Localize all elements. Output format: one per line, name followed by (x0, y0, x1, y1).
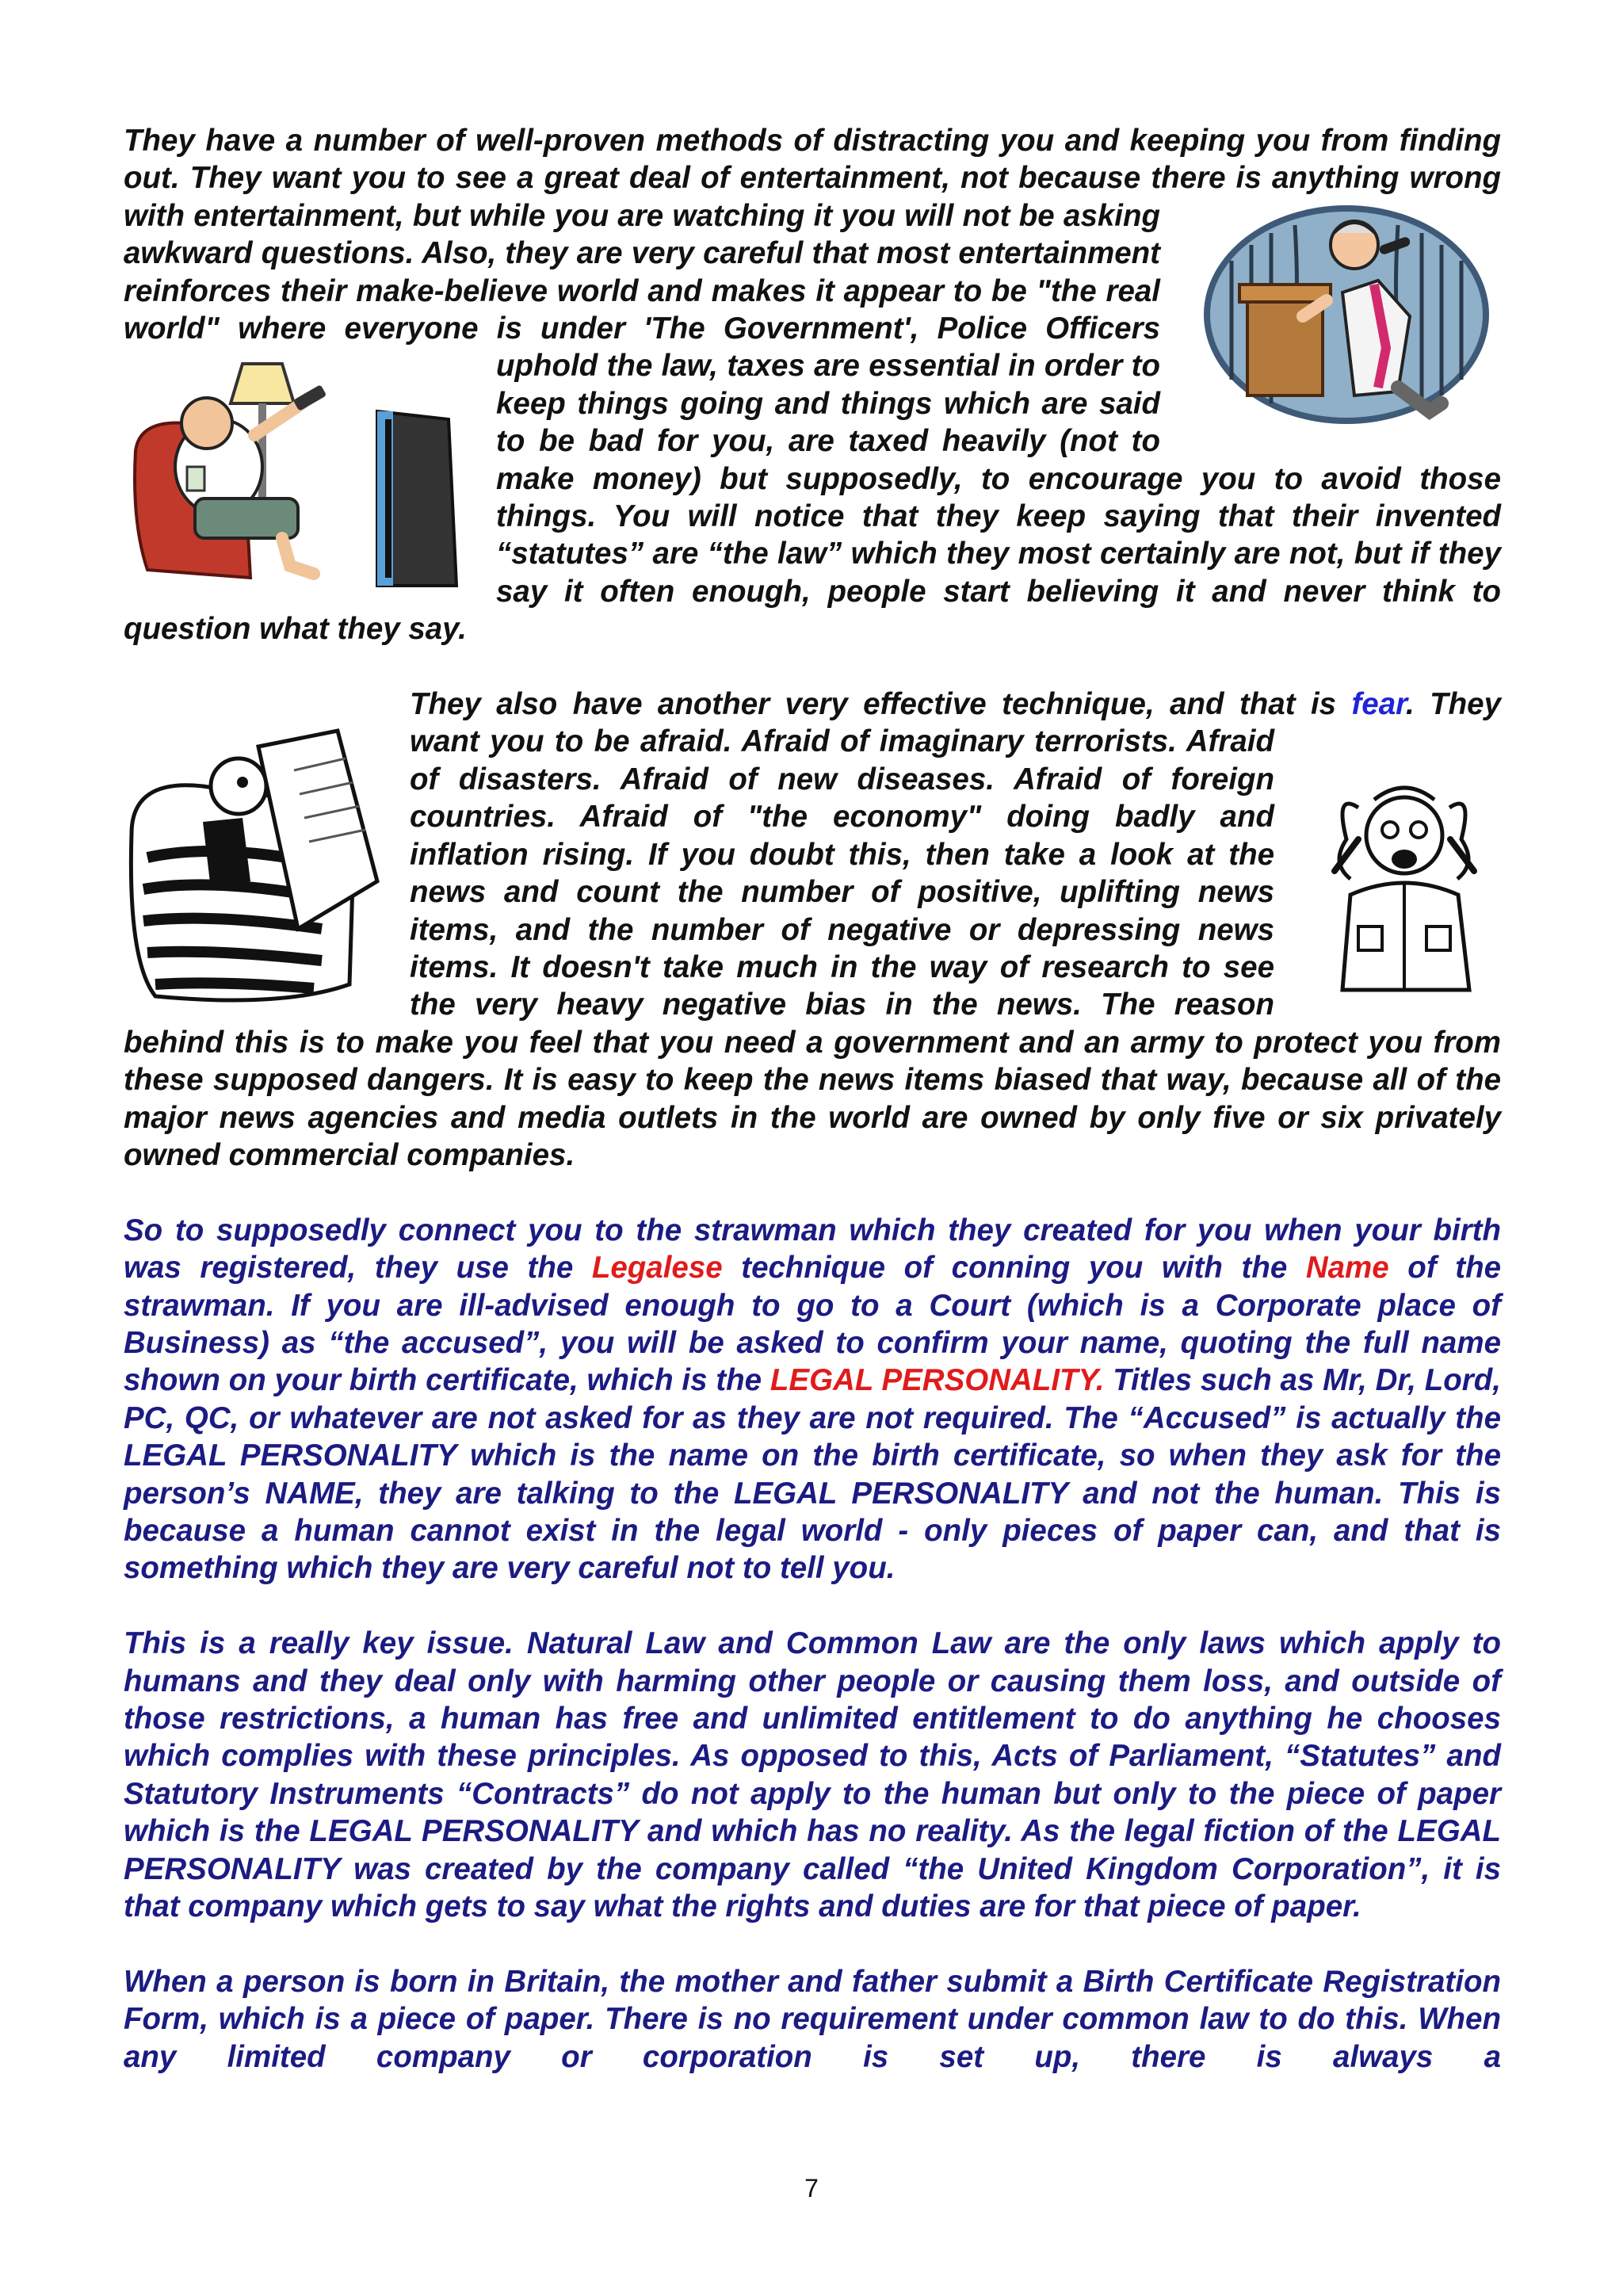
legal-personality-highlight: LEGAL PERSONALITY. (769, 1363, 1105, 1398)
paragraph-key-issue: This is a really key issue. Natural Law and Common Law are the only laws which apply to humans and they deal only with harming other people or causing them loss, and outside of those restrictions, a human has free and unlimited entitlement to do anything he chooses which complies with these principles. As opposed to this, Acts of Parliament, “Statutes” and Statutory Instruments “Contracts” do not apply to the human but only to the piece of paper which is the LEGAL PERSONALITY and which has no reality. As the legal fiction of the LEGAL PERSONALITY was created by the company called “the United Kingdom Corporation”, it is that company which gets to say what the rights and duties are for that piece of paper. (124, 1626, 1501, 1924)
paragraph-distraction: They have a number of well-proven methods of distracting you and keeping you from finding out. They want you to see a great deal of entertainment, not because there is anything wrong with entertainment, but while you are watching it you will not be asking awkward questions. Also, they are very careful that most entertainment reinforces their make-believe world and makes it appear to be "the real world" where everyone is under 'The Government', Police Officers uphold the law, taxes are essential in order to keep things going and things which are said to be bad for you, are taxed heavily (not to make money) but supposedly, to encourage you to avoid those things. You will notice that they keep saying that their invented “statutes” are “the law” which they most certainly are not, but if they say it often enough, people start believing it and never think to question what they say. (124, 124, 1501, 647)
text-column (124, 122, 1501, 2076)
page-number: 7 (804, 2174, 819, 2202)
man-watching-tv-illustration (124, 348, 488, 594)
name-highlight: Name (1305, 1251, 1389, 1286)
fear-highlight: fear (1351, 687, 1406, 722)
man-singing-at-podium-illustration (1184, 197, 1501, 435)
paragraph-strawman: So to supposedly connect you to the strawman which they created for you when your birth was registered, they use the Legalese technique of conning you with the Name of the strawman. If you are ill-advised enough to go to a Court (which is a Corporate place of Business) as “the accused”, you will be asked to confirm your name, quoting the full name shown on your birth certificate, which is the LEGAL PERSONALITY. Titles such as Mr, Dr, Lord, PC, QC, or whatever are not asked for as they are not required. The “Accused” is actually the LEGAL PERSONALITY which is the name on the birth certificate, so when they ask for the person’s NAME, they are talking to the LEGAL PERSONALITY and not the human. This is because a human cannot exist in the legal world - only pieces of paper can, and that is something which they are very careful not to tell you. (124, 1213, 1501, 1586)
legalese-highlight: Legalese (591, 1251, 723, 1286)
paragraph-fear: They also have another very effective technique, and that is fear. They want you to be afraid. Afraid of imaginary terrorists. Afraid of disasters. Afraid of new diseases. Afraid of foreign countries. Afraid of "the economy" doing badly and inflation rising. If you doubt this, then take a look at the news and count the number of positive, uplifting news items, and the number of negative or depressing news items. It doesn't take much in the way of research to see the very heavy negative bias in the news. The reason behind this is to make you feel that you need a government and an army to protect you from these supposed dangers. It is easy to keep the news items biased that way, because all of the major news agencies and media outlets in the world are owned by only five or six privately owned commercial companies. (124, 687, 1501, 1172)
man-reading-newspaper-illustration (124, 723, 409, 1016)
frightened-man-illustration (1303, 760, 1501, 998)
paragraph-birth-registration: When a person is born in Britain, the mother and father submit a Birth Certificate Registration Form, which is a piece of paper. There is no requirement under common law to do this. When any limited company or corporation is set up, there is always a (124, 1964, 1501, 2074)
